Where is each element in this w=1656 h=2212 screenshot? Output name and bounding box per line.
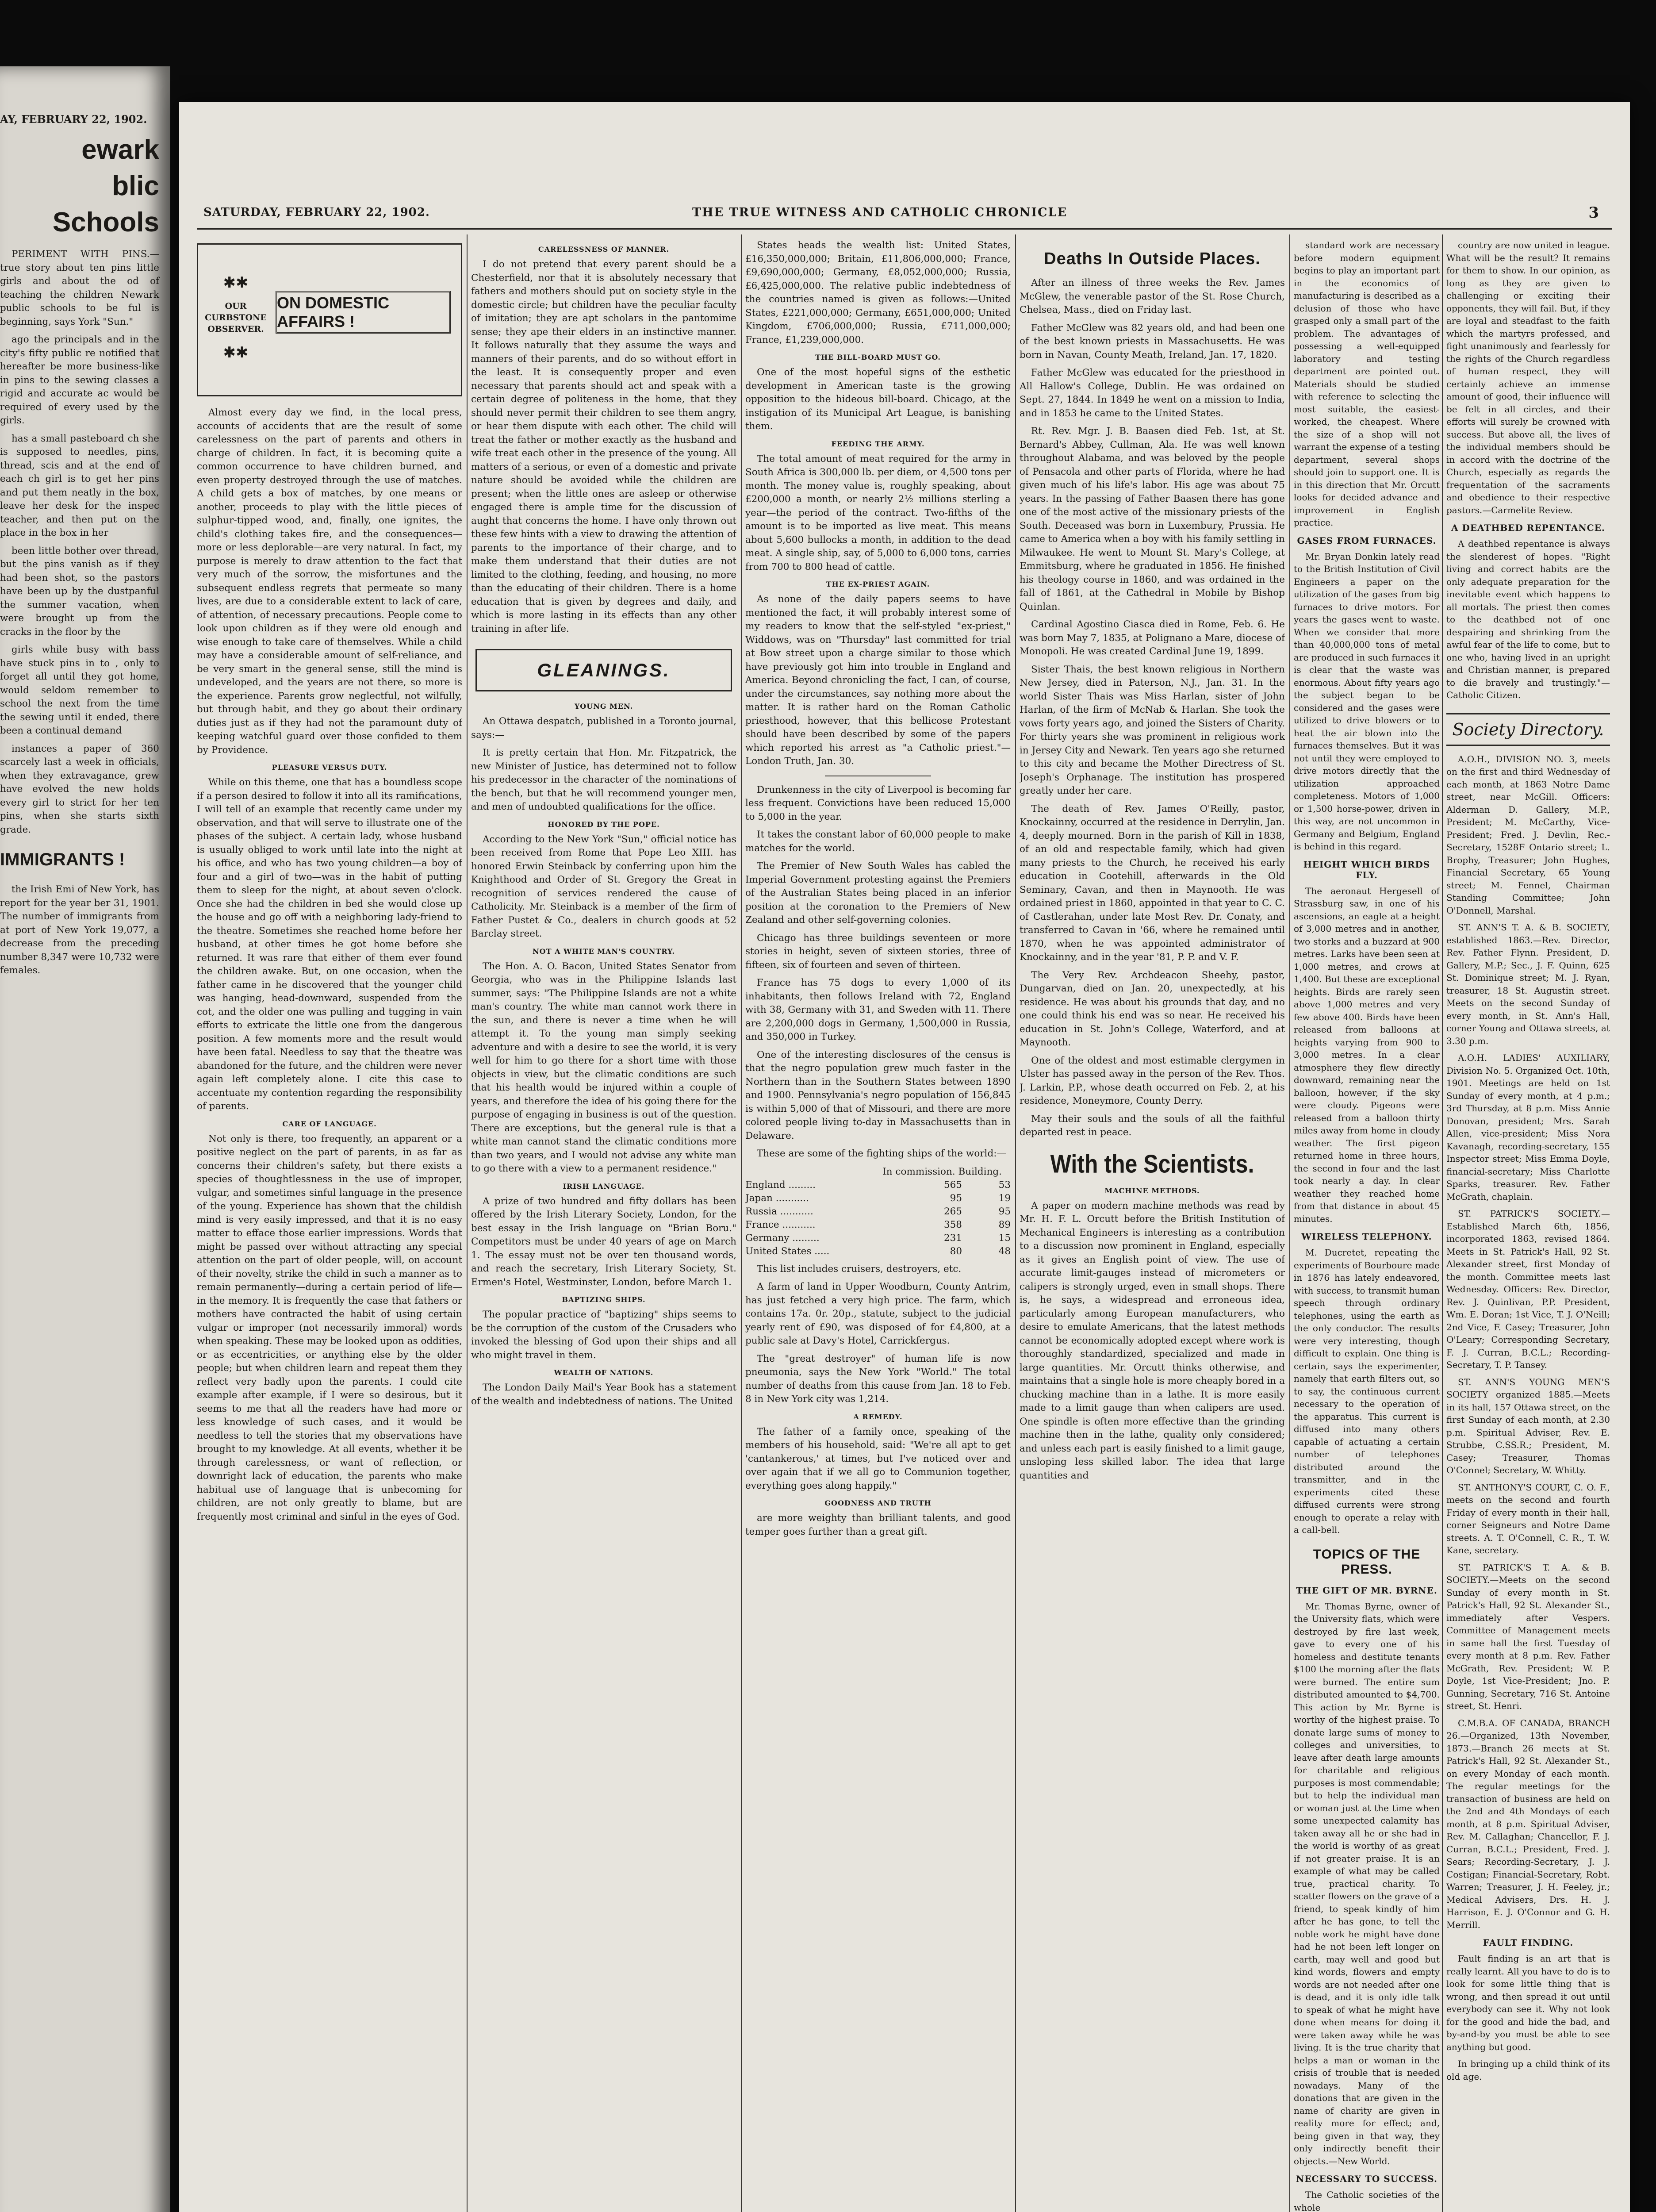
society-entry: ST. ANN'S YOUNG MEN'S SOCIETY organized 1885.—Meets in its hall, 157 Ottawa street, on the first Sunday of each month, at 2.30 p.m. Spiritual Adviser, Rev. E. Strubbe, C.SS.R.; President, M. Casey; Treasurer, Thomas O'Connel; Secretary, W. Whitty. <box>1446 1376 1610 1475</box>
column-2 <box>471 239 736 2212</box>
section-heading: BAPTIZING SHIPS. <box>562 1295 646 1304</box>
ships-building: 48 <box>998 1245 1011 1257</box>
article-paragraph: The Premier of New South Wales has cabled the Imperial Government protesting against the Premiers of the Australian States being placed in an inferior position at the coronation to the Premiers of New Zealand and other self-governing colonies. <box>745 860 1011 926</box>
gleanings-banner: GLEANINGS. <box>475 649 732 691</box>
article-paragraph: The father of a family once, speaking of the members of his household, said: "We're all apt to get 'cantankerous,' at times, but I've noticed over and over again that if we all go to Communion together, everything goes along happily." <box>745 1426 1011 1491</box>
ships-building: 89 <box>998 1219 1011 1230</box>
article-paragraph: While on this theme, one that has a boundless scope if a person desired to follow it into all its ramifications, I will tell of an example that recently came under my observation, and that will serve to illustrate one of the phases of the subject. A certain lady, whose husband is usually obliged to work until late into the night at his office, and who has two young children—a boy of four and a girl of two—was in the habit of putting them to sleep for the night, at about seven o'clock. Once she had the children in bed she would close up the house and go off with a neighboring lady-friend to the theatre. Sometimes she reached home before her husband, at other times he got home before she returned. It was rare that either of them ever found the children awake. But, on one occasion, when the father came in he discovered that the younger child was hanging, head-downward, suspended from the cot, and the older one was pulling and tugging in vain efforts to extricate the little one from the dangerous position. A few moments more and the result would have been fatal. Needless to say that the theatre was abandoned for the future, and the children were never again left completely alone. I cite this case to accentuate my contention regarding the responsibility of parents. <box>197 777 462 1112</box>
article-paragraph: This list includes cruisers, destroyers, etc. <box>757 1263 962 1275</box>
ships-table-row <box>745 1179 1011 1192</box>
article-paragraph: Mr. Bryan Donkin lately read to the British Institution of Civil Engineers a paper on the utilization of the gases from big furnaces to drive motors. For years the gases went to waste. When we consider that more than 40,000,000 tons of metal are produced in such furnaces it is clear that the waste was enormous. About fifty years ago the subject began to be considered and the gases were utilized to drive blowers or to heat the air blown into the furnaces themselves. But it was not until they were employed to drive motors directly that the utilization approached completeness. Motors of 1,000 or 1,500 horse-power, driven in this way, are not uncommon in Germany and Belgium, England is behind in this regard. <box>1294 551 1440 852</box>
article-paragraph: According to the New York "Sun," official notice has been received from Rome that Pope Leo XIII. has honored Erwin Steinback by conferring upon him the Knighthood and Order of St. Gregory the Great in recognition of services rendered the cause of Catholicity. Mr. Steinback is a member of the firm of Father Pustet & Co., dealers in church goods at 52 Barclay street. <box>471 833 736 939</box>
ships-in-commission: 265 <box>943 1206 962 1217</box>
previous-paragraph: ago the principals and in the city's fifty public re notified that hereafter be more business-like in pins to the sewing classes a rigid and accurate ac would be required of every used by the girls. <box>0 334 159 426</box>
masthead-rule <box>197 228 1612 230</box>
ships-table-row <box>745 1218 1011 1232</box>
article-paragraph: In bringing up a child think of its old age. <box>1446 2058 1610 2082</box>
article-paragraph: are more weighty than brilliant talents, and good temper goes further than a great gift. <box>745 1513 1011 1537</box>
section-heading: THE EX-PRIEST AGAIN. <box>826 580 930 588</box>
ships-table-row <box>745 1232 1011 1245</box>
article-paragraph: The death of Rev. James O'Reilly, pastor, Knockainny, occurred at the residence in Derrylin, Jan. 4, deeply mourned. Born in the parish of Kill in 1838, of an old and respectable family, which had given many priests to the Church, he received his early education in Cootehill, afterwards in the Old Seminary, Cavan, and then in Maynooth. He was ordained priest in 1860, appointed in that year to C. C. of Castlerahan, under late Most Rev. Dr. Conaty, and transferred to Cavan in '66, where he remained until 1870, when he was appointed administrator of Knockainny, and in the year '81, P. P. and V. F. <box>1020 803 1285 963</box>
section-heading: YOUNG MEN. <box>574 702 633 710</box>
ships-building: 19 <box>998 1192 1011 1204</box>
ships-in-commission: 80 <box>950 1245 962 1257</box>
society-entry: ST. ANN'S T. A. & B. SOCIETY, established 1863.—Rev. Director, Rev. Father Flynn. President, D. Gallery, M.P.; Sec., J. F. Quinn, 625 St. Dominique street; M. J. Ryan, treasurer, 18 St. Augustin street. Meets on the second Sunday of every month, in St. Ann's Hall, corner Young and Ottawa streets, at 3.30 p.m. <box>1446 922 1610 1046</box>
section-heading: A DEATHBED REPENTANCE. <box>1451 522 1605 533</box>
masthead-date: SATURDAY, FEBRUARY 22, 1902. <box>203 206 430 219</box>
article-paragraph: A farm of land in Upper Woodburn, County Antrim, has just fetched a very high price. The farm, which contains 17a. 0r. 20p., statute, subject to the judicial yearly rent of £90, was disposed of for £4,800, at a public sale at Davy's Hotel, Carrickfergus. <box>745 1281 1011 1346</box>
ships-in-commission: 95 <box>950 1192 962 1204</box>
article-paragraph: Cardinal Agostino Ciasca died in Rome, Feb. 6. He was born May 7, 1835, at Polignano a Mare, diocese of Monopoli. He was created Cardinal June 19, 1899. <box>1020 619 1285 657</box>
asterism-icon: ✱✱ <box>223 274 249 292</box>
article-paragraph: Drunkenness in the city of Liverpool is becoming far less frequent. Convictions have been reduced 15,000 to 5,000 in the year. <box>745 784 1011 822</box>
article-paragraph: standard work are necessary before modern equipment begins to play an important part in the economics of manufacturing is described as a delusion of those who have grasped only a small part of the problem. The advantages of possessing a well-equipped laboratory and testing department are pointed out. Materials should be studied with reference to selecting the most suitable, the easiest-worked, the cheapest. Where the size of a shop will not warrant the expense of a testing department, several shops should join to support one. It is in this direction that Mr. Orcutt looks for decided advance and improvement in English practice. <box>1294 240 1440 528</box>
previous-paragraph: PERIMENT WITH PINS.— true story about ten pins little girls and about the od of teaching the children Newark public schools to be ful is beginning, says York "Sun." <box>0 249 159 327</box>
ship-nation: Japan ........... <box>745 1192 809 1204</box>
article-paragraph: Sister Thais, the best known religious in Northern New Jersey, died in Paterson, N.J., Jan. 31. In the world Sister Thais was Miss Harlan, sister of John Harlan, of the firm of McNab & Harlan. She took the vows forty years ago, and joined the Sisters of Charity. For thirty years she was prominent in religious work in Jersey City and Newark. Ten years ago she returned to this city and became the Mother Directress of St. Joseph's Orphanage. The institution has prospered greatly under her care. <box>1020 664 1285 796</box>
article-paragraph: Father McGlew was educated for the priesthood in All Hallow's College, Dublin. He was ordained on Sept. 27, 1844. In 1849 he went on a mission to India, and in 1853 he came to the United States. <box>1020 367 1285 419</box>
section-heading: IRISH LANGUAGE. <box>563 1182 645 1190</box>
box-subtitle: OUR CURBSTONE OBSERVER. <box>205 301 267 334</box>
ships-table-row <box>745 1192 1011 1205</box>
ships-building: 15 <box>998 1232 1011 1244</box>
column-4 <box>1020 239 1285 2212</box>
newspaper-page <box>179 102 1630 2212</box>
article-paragraph: Chicago has three buildings seventeen or more stories in height, seven of sixteen stories, three of fifteen, six of fourteen and seven of thirteen. <box>745 932 1011 971</box>
article-paragraph: M. Ducretet, repeating the experiments of Bourboure made in 1876 has lately endeavored, with success, to transmit human speech through ordinary telephones, using the earth as the only conductor. The results were very interesting, though difficult to explain. One thing is certain, says the experimenter, namely that earth filters out, so to say, the continuous current necessary to the operation of the apparatus. This current is diffused into many others capable of actuating a certain number of telephones distributed around the transmitter, and in the experiments cited these diffused currents were strong enough to operate a relay with a call-bell. <box>1294 1247 1440 1535</box>
article-paragraph: An Ottawa despatch, published in a Toronto journal, says:— <box>471 716 736 741</box>
curbstone-observer-box <box>197 243 462 396</box>
article-paragraph: France has 75 dogs to every 1,000 of its inhabitants, then follows Ireland with 72, England with 38, Germany with 31, and Sweden with 11. There are 2,200,000 dogs in Germany, 1,500,000 in Russia, and 350,000 in Turkey. <box>745 977 1011 1042</box>
article-paragraph: A paper on modern machine methods was read by Mr. H. F. L. Orcutt before the British Institution of Mechanical Engineers is interesting as a contribution to a discussion now prominent in England, especially as it gives an English point of view. The use of accurate limit-gauges instead of micrometers or calipers is strongly urged, even in small shops. There is, he says, a widespread and erroneous idea, particularly among European manufacturers, who desire to emulate Americans, that the latest methods cannot be economically adopted except where work is thoroughly standardized, specialized and made in large quantities. Mr. Orcutt thinks otherwise, and maintains that a single hole is more cheaply bored in a chucking machine than in a lathe. It is more easily made to a limit gauge than when calipers are used. One spindle is often more effective than the grinding machine then in the lathe, quality only considered; and unless each part is easily finished to a limit gauge, unsloping less skilled labor. The idea that large quantities and <box>1020 1200 1285 1481</box>
masthead-title: THE TRUE WITNESS AND CATHOLIC CHRONICLE <box>692 206 1068 219</box>
column-divider <box>1442 234 1443 2212</box>
section-heading: GOODNESS AND TRUTH <box>824 1499 932 1507</box>
previous-paragraph: instances a paper of 360 scarcely last a week in officials, when they extravagance, grew have evolved the new holds every girl to strict for her ten pins, when she starts sixth grade. <box>0 743 159 835</box>
previous-paragraph: the Irish Emi of New York, has report for the year ber 31, 1901. The number of immigrants from at port of New York 19,077, a decrease from the preceding number 8,347 were 10,732 were females. <box>0 884 159 976</box>
previous-page-headline <box>0 132 159 241</box>
section-heading: THE BILL-BOARD MUST GO. <box>815 353 941 361</box>
ship-nation: France ........... <box>745 1219 816 1230</box>
society-entry: ST. ANTHONY'S COURT, C. O. F., meets on the second and fourth Friday of every month in their hall, corner Seigneurs and Notre Dame streets. A. T. O'Connell, C. R., T. W. Kane, secretary. <box>1446 1482 1610 1555</box>
article-paragraph: The Catholic societies of the whole <box>1294 2189 1440 2212</box>
article-paragraph: Rt. Rev. Mgr. J. B. Baasen died Feb. 1st, at St. Bernard's Abbey, Cullman, Ala. He was well known throughout Alabama, and was beloved by the people of Pensacola and other parts of Florida, where he had given much of his life's labor. His age was about 75 years. In the passing of Father Baasen there has gone one of the most active of the missionary priests of the South. Deceased was born in Luxembury, Prussia. He came to America when a boy with his family settling in Milwaukee. He went to Mount St. Mary's College, at Emmitsburg, where he graduated in 1856. He finished his theology course in 1860, and was ordained in the fall of 1861, at the Cathedral in Mobile by Bishop Quinlan. <box>1020 426 1285 612</box>
section-heading: HEIGHT WHICH BIRDS FLY. <box>1303 859 1430 880</box>
article-paragraph: One of the interesting disclosures of the census is that the negro population grew much faster in the Northern than in the Southern States between 1890 and 1900. Pennsylvania's negro population of 156,845 is within 5,000 of that of Missouri, and there are more colored people living to-day in Massachusetts than in Delaware. <box>745 1049 1011 1141</box>
article-paragraph: One of the most hopeful signs of the esthetic development in American taste is the growing opposition to the hideous bill-board. Chicago, at the instigation of its Municipal Art League, is banishing them. <box>745 367 1011 432</box>
society-directory-title: Society Directory. <box>1446 713 1610 746</box>
column-6 <box>1446 239 1610 2212</box>
box-title: ON DOMESTIC AFFAIRS ! <box>276 291 451 334</box>
society-entry: C.M.B.A. OF CANADA, BRANCH 26.—Organized, 13th November, 1873.—Branch 26 meets at St. Patrick's Hall, 92 St. Alexander St., on every Monday of each month. The regular meetings for the transaction of business are held on the 2nd and 4th Mondays of each month, at 8 p.m. Spiritual Adviser, Rev. M. Callaghan; Chancellor, F. J. Curran, B.C.L.; President, Fred. J. Sears; Recording-Secretary, J. J. Costigan; Financial-Secretary, Robt. Warren; Treasurer, J. H. Feeley, jr.; Medical Advisers, Drs. H. J. Harrison, E. J. O'Connor and G. H. Merrill. <box>1446 1717 1610 1930</box>
section-heading: CARE OF LANGUAGE. <box>282 1119 377 1128</box>
article-paragraph: Father McGlew was 82 years old, and had been one of the best known priests in Massachusetts. He was born in Navan, County Meath, Ireland, Jan. 17, 1820. <box>1020 322 1285 361</box>
previous-headline-line-1: ewark <box>81 134 159 165</box>
article-paragraph: It takes the constant labor of 60,000 people to make matches for the world. <box>745 829 1011 854</box>
section-heading: WIRELESS TELEPHONY. <box>1301 1231 1432 1242</box>
section-heading: CARELESSNESS OF MANNER. <box>538 245 670 253</box>
society-entry: ST. PATRICK'S SOCIETY.—Established March 6th, 1856, incorporated 1863, revised 1864. Meets in St. Patrick's Hall, 92 St. Alexander street, first Monday of the month. Committee meets last Wednesday. Officers: Rev. Director, Rev. J. Quinlivan, P.P. President, Wm. E. Doran; 1st Vice, T. J. O'Neill; 2nd Vice, F. Casey; Treasurer, John O'Leary; Corresponding Secretary, F. J. Curran, B.C.L.; Recording-Secretary, T. P. Tansey. <box>1446 1208 1610 1370</box>
article-paragraph: country are now united in league. What will be the result? It remains for them to show. In our opinion, as long as they are given to challenging or exciting their opponents, they will fail. But, if they are loyal and steadfast to the faith which the martyrs professed, and fight unanimously and fearlessly for the rights of the Church regardless of human respect, they will certainly achieve an immense amount of good, their influence will be felt in all circles, and their efforts will surely be crowned with success. But above all, the lives of the individual members should be in accord with the doctrine of the Church, especially as regards the frequentation of the sacraments and obedience to their respective pastors.—Carmelite Review. <box>1446 240 1610 515</box>
section-heading: A REMEDY. <box>853 1412 903 1421</box>
section-heading: PLEASURE VERSUS DUTY. <box>272 763 387 772</box>
column-divider <box>1015 234 1016 2212</box>
ships-in-commission: 231 <box>943 1232 962 1244</box>
article-paragraph: A prize of two hundred and fifty dollars has been offered by the Irish Literary Society, London, for the best essay in the Irish language on "Brian Boru." Competitors must be under 40 years of age on March 1. The essay must not be over ten thousand words, and reach the secretary, Irish Literary Society, St. Ermen's Hotel, Westminster, London, before March 1. <box>471 1195 736 1288</box>
article-paragraph: The "great destroyer" of human life is now pneumonia, says the New York "World." The total number of deaths from this cause from Jan. 18 to Feb. 8 in New York city was 1,214. <box>745 1353 1011 1405</box>
previous-page-column <box>0 66 159 982</box>
previous-page-date: AY, FEBRUARY 22, 1902. <box>0 113 147 126</box>
previous-headline-line-2: blic Schools <box>52 171 159 238</box>
ships-table <box>745 1165 1011 1258</box>
ships-table-header: In commission. Building. <box>882 1166 1002 1177</box>
ships-in-commission: 565 <box>943 1179 962 1190</box>
article-paragraph: The London Daily Mail's Year Book has a statement of the wealth and indebtedness of nations. The United <box>471 1382 736 1407</box>
ship-nation: Russia ........... <box>745 1206 813 1217</box>
column-divider <box>1289 234 1290 2212</box>
section-heading-deaths: Deaths In Outside Places. <box>1044 250 1261 268</box>
ships-building: 95 <box>998 1206 1011 1217</box>
page-number: 3 <box>1588 204 1599 222</box>
society-entry: ST. PATRICK'S T. A. & B. SOCIETY.—Meets on the second Sunday of every month in St. Patrick's Hall, 92 St. Alexander St., immediately after Vespers. Committee of Management meets in same hall the first Tuesday of every month at 8 p.m. Rev. Father McGrath, Rev. President; W. P. Doyle, 1st Vice-President; Jno. P. Gunning, Secretary, 716 St. Antoine street, St. Henri. <box>1446 1562 1610 1711</box>
ships-in-commission: 358 <box>943 1219 962 1230</box>
asterism-icon: ✱✱ <box>223 344 249 361</box>
article-paragraph: I do not pretend that every parent should be a Chesterfield, nor that it is absolutely necessary that fathers and mothers should put on society style in the domestic circle; but children have the peculiar faculty of imitation; they are apt scholars in the pantomime sense; they ape their elders in an instinctive manner. It follows naturally that they assume the ways and manners of their parents, and do so without effort in the least. It is consequently proper and even necessary that parents should act and speak with a certain degree of politeness in the home, that they should never permit their children to see them angry, or hear them dispute with each other. The child will treat the father or mother exactly as the husband and wife treat each other in the presence of the young. All matters of a serious, or even of a domestic and private nature should be avoided while the children are present; when the little ones are asleep or otherwise engaged there is ample time for the discussion of aught that concerns the home. I have only thrown out these few hints with a view to drawing the attention of parents to the importance of their charge, and to make them understand that their duties are not limited to the clothing, feeding, and housing, no more than the educating of their children. There is a home education that is given by degrees and daily, and which is more lasting in its effects than any other training in after life. <box>471 259 736 634</box>
previous-paragraph: girls while busy with bass have stuck pins in to , only to forget all until they got home, would seldom remember to school the next from the time the sewing until it ended, there been a continual demand <box>0 644 159 736</box>
previous-heading-immigrants: IMMIGRANTS ! <box>0 850 125 869</box>
column-divider <box>467 234 468 2212</box>
section-heading-scientists: With the Scientists. <box>1050 1149 1254 1178</box>
article-paragraph: One of the oldest and most estimable clergymen in Ulster has passed away in the person of the Rev. Thos. J. Larkin, P.P., whose death occurred on Feb. 2, at his residence, Moneymore, County Derry. <box>1020 1055 1285 1106</box>
ship-nation: Germany ......... <box>745 1232 820 1244</box>
ship-nation: England ......... <box>745 1179 816 1190</box>
ships-table-row <box>745 1205 1011 1218</box>
article-paragraph: These are some of the fighting ships of the world:— <box>757 1148 1006 1159</box>
society-entry: A.O.H., DIVISION NO. 3, meets on the first and third Wednesday of each month, at 1863 Notre Dame street, near McGill. Officers: Alderman D. Gallery, M.P., President; M. McCarthy, Vice-President; Fred. J. Devlin, Rec.-Secretary, 1528F Ontario street; L. Brophy, Treasurer; John Hughes, Financial Secretary, 65 Young street; M. Fennel, Chairman Standing Committee; John O'Donnell, Marshal. <box>1446 753 1610 916</box>
ship-nation: United States ..... <box>745 1245 830 1257</box>
section-heading: WEALTH OF NATIONS. <box>554 1368 654 1377</box>
article-paragraph: The popular practice of "baptizing" ships seems to be the corruption of the custom of the Crusaders who invoked the blessing of God upon their ships and all who might travel in them. <box>471 1309 736 1361</box>
section-heading: NOT A WHITE MAN'S COUNTRY. <box>533 947 675 956</box>
article-paragraph: A deathbed repentance is always the slenderest of hopes. "Right living and correct habits are the only adequate preparation for the inevitable event which happens to all mortals. The priest then comes to the deathbed not of one despairing and shrinking from the awful fear of the life to come, but to one who, having lived in an upright and Christian manner, is prepared to die bravely and trustingly."—Catholic Citizen. <box>1446 538 1610 700</box>
section-heading: FAULT FINDING. <box>1483 1937 1574 1948</box>
article-paragraph: As none of the daily papers seems to have mentioned the fact, it will probably interest some of my readers to know that the self-styled "ex-priest," Widdows, was on "Thursday" last committed for trial at Bow street upon a charge similar to those which have previously got him into trouble in England and America. Beyond chronicling the fact, I can, of course, under the circumstances, say nothing more about the matter. It is rather hard on the Roman Catholic priesthood, however, that this bellicose Protestant should have been described by some of the papers which reported his arrest as "a Catholic priest."—London Truth, Jan. 30. <box>745 594 1011 767</box>
article-paragraph: Not only is there, too frequently, an apparent or a positive neglect on the part of parents, in as far as concerns their children's safety, but there exists a species of thoughtlessness in the use of improper, vulgar, and sometimes sinful language in the presence of the young. Experience has shown that the childish mind is very easily impressed, and that it is no easy matter to efface those earlier impressions. Words that might be passed over without attracting any special attention on the part of older people, will, on account of their novelty, strike the child in such a manner as to remain permanently—during a certain period of life—in the memory. It is frequently the case that fathers or mothers have contracted the habit of using certain vulgar or improper (not necessarily immoral) words when speaking. These may be looked upon as oddities, or as eccentricities, or anything else by the older people; but when children learn and repeat them they reflect very badly upon the parents. I could cite example after example, if I were so desirous, but it seems to me that all the readers have had more or less knowledge of such cases, and it would be needless to tell the stories that my observations have brought to my knowledge. At all events, whether it be through carelessness, or want of reflection, or downright lack of education, the parents who make habitual use of language that is unbecoming for children, are not only greatly to blame, but are frequently most criminal and sinful in the eyes of God. <box>197 1133 462 1522</box>
previous-page-fragment <box>0 66 170 2212</box>
column-divider <box>741 234 742 2212</box>
section-heading: GASES FROM FURNACES. <box>1297 535 1437 546</box>
article-paragraph: May their souls and the souls of all the faithful departed rest in peace. <box>1020 1113 1285 1138</box>
ships-building: 53 <box>998 1179 1011 1190</box>
section-heading: FEEDING THE ARMY. <box>831 439 925 448</box>
previous-paragraph: has a small pasteboard ch she is supposed to needles, pins, thread, scis and at the end of each ch girl is to get her pins and put them neatly in the box, leave her desk for the inspec teacher, and then put on the place in the box in her <box>0 433 159 538</box>
article-paragraph: It is pretty certain that Hon. Mr. Fitzpatrick, the new Minister of Justice, has determined not to follow his predecessor in the character of the nominations of the bench, but that he will recommend younger men, and men of undoubted qualifications for the office. <box>471 747 736 812</box>
section-heading: NECESSARY TO SUCCESS. <box>1296 2174 1438 2184</box>
society-entry: A.O.H. LADIES' AUXILIARY, Division No. 5. Organized Oct. 10th, 1901. Meetings are held on 1st Sunday of every month, at 4 p.m.; 3rd Thursday, at 8 p.m. Miss Annie Donovan, president; Mrs. Sarah Allen, vice-president; Miss Nora Kavanagh, recording-secretary, 155 Inspector street; Miss Emma Doyle, financial-secretary; Miss Charlotte Sparks, treasurer. Rev. Father McGrath, chaplain. <box>1446 1052 1610 1202</box>
column-1 <box>197 239 462 2212</box>
section-heading: THE GIFT OF MR. BYRNE. <box>1296 1585 1438 1596</box>
article-paragraph: States heads the wealth list: United States, £16,350,000,000; Britain, £11,806,000,000; France, £9,690,000,000; Germany, £8,052,000,000; Russia, £6,425,000,000. The relative public indebtedness of the countries named is given as follows:—United States, £221,000,000; Germany, £651,000,000; United Kingdom, £706,000,000; Russia, £711,000,000; France, £1,239,000,000. <box>745 240 1011 346</box>
article-paragraph: Almost every day we find, in the local press, accounts of accidents that are the result of some carelessness on the part of parents and others in charge of children. In fact, it is becoming quite a common occurrence to have children burned, and even property destroyed through the use of matches. A child gets a box of matches, by one means or another, proceeds to play with the little pieces of sulphur-tipped wood, and, finally, one ignites, the child's clothing takes fire, and the consequences—more or less deplorable—are very natural. In fact, my purpose is merely to draw attention to the fact that very much of the sorrow, the misfortunes and the subsequent endless regrets that permeate so many lives, are due to a considerable extent to lack of care, of attention, of necessary precautions. People come to look upon children as if they were old enough and wise enough to take care of themselves. While a child may have a considerable amount of self-reliance, and be very smart in the general sense, still the mind is undeveloped, and the years are not there, so more is the experience. Parents grow neglectful, not wilfully, but through habit, and they go about their ordinary duties just as if they had not the paramount duty of keeping watchful guard over those confided to them by Providence. <box>197 407 462 756</box>
article-paragraph: Fault finding is an art that is really learnt. All you have to do is to look for some little thing that is wrong, and then spread it out until everybody can see it. Why not look for the good and hide the bad, and by-and-by you must be able to see anything but good. <box>1446 1953 1610 2052</box>
section-heading-topics: TOPICS OF THE PRESS. <box>1313 1547 1421 1577</box>
article-paragraph: The total amount of meat required for the army in South Africa is 300,000 lb. per diem, or 4,500 tons per month. The money value is, roughly speaking, about £200,000 a month, or nearly 2½ millions sterling a year—the period of the contract. Two-fifths of the amount is to be imported as live meat. This means about 5,600 bullocks a month, in addition to the dead meat. A single ship, say, of 5,000 to 6,000 tons, carries from 700 to 800 head of cattle. <box>745 453 1011 572</box>
ships-table-body <box>745 1179 1011 1258</box>
article-paragraph: The Very Rev. Archdeacon Sheehy, pastor, Dungarvan, died on Jan. 20, unexpectedly, at his residence. He was about his grounds that day, and no one could think his end was so near. He received his education in St. John's College, Waterford, and at Maynooth. <box>1020 969 1285 1048</box>
section-heading: HONORED BY THE POPE. <box>548 820 660 829</box>
article-paragraph: The aeronaut Hergesell of Strassburg saw, in one of his ascensions, an eagle at a height of 3,000 metres and in another, two storks and a buzzard at 900 metres. Larks have been seen at 1,000 metres, and crows at 1,400. But these are exceptional heights. Birds are rarely seen above 1,000 metres and very few above 400. Birds have been released from balloons at heights varying from 900 to 3,000 metres. In a clear atmosphere they flew directly downward, remaining near the balloon, however, if the sky were cloudy. Pigeons were released from a balloon thirty miles away from home in cloudy weather. The first pigeon returned home in three hours, the second in four and the last took nearly a day. In clear weather they reached home from that distance in about 45 minutes. <box>1294 885 1440 1224</box>
column-3 <box>745 239 1011 2212</box>
column-5 <box>1294 239 1440 2212</box>
previous-paragraph: been little bother over thread, but the pins vanish as if they had been shot, so the pastors have been up by the dustpanful the summer vacation, when were brought up from the cracks in the floor by the <box>0 545 159 637</box>
box-left <box>203 249 269 386</box>
article-paragraph: Mr. Thomas Byrne, owner of the University flats, which were destroyed by fire last week, gave to every one of his homeless and destitute tenants $100 the morning after the flats were burned. The entire sum distributed amounted to $4,700. This action by Mr. Byrne is worthy of the highest praise. To donate large sums of money to colleges and universities, to leave after death large amounts for charitable and religious purposes is most commendable; but to help the individual man or woman just at the time when some unexpected calamity has taken away all he or she had in the world is worthy of as great if not greater praise. It is an example of what may be called true, practical charity. To scatter flowers on the grave of a friend, to speak kindly of him after he has gone, to tell the noble work he might have done had he not been left longer on earth, may well and good but kind words, flowers and empty words are not needed after one is dead, and it is only idle talk to speak of what he might have done when means for doing it were taken away while he was living. It is the true charity that helps a man or woman in the crisis of trouble that is needed nowadays. Many of the donations that are given in the name of charity are given in reality more for effect; and, being given in that way, they only indirectly benefit their objects.—New World. <box>1294 1601 1440 2166</box>
article-paragraph: The Hon. A. O. Bacon, United States Senator from Georgia, who was in the Philippine Islands last summer, says: "The Philippine Islands are not a white man's country. The white man cannot work there in the sun, and there is never a time when he will attempt it. To the young man simply seeking adventure and with a desire to see the world, it is very well for him to go there for a short time with those objects in view, but the climatic conditions are such that his health would be injured within a couple of years, and therefore the idea of his going there for the purpose of engaging in business is out of the question. There are exceptions, but the general rule is that a white man cannot stand the climatic conditions more than two years, and I would not advise any white man to go there with a view to a permanent residence." <box>471 960 736 1174</box>
section-heading: MACHINE METHODS. <box>1104 1186 1200 1195</box>
ships-table-row <box>745 1245 1011 1258</box>
article-paragraph: After an illness of three weeks the Rev. James McGlew, the venerable pastor of the St. Rose Church, Chelsea, Mass., died on Friday last. <box>1020 277 1285 315</box>
